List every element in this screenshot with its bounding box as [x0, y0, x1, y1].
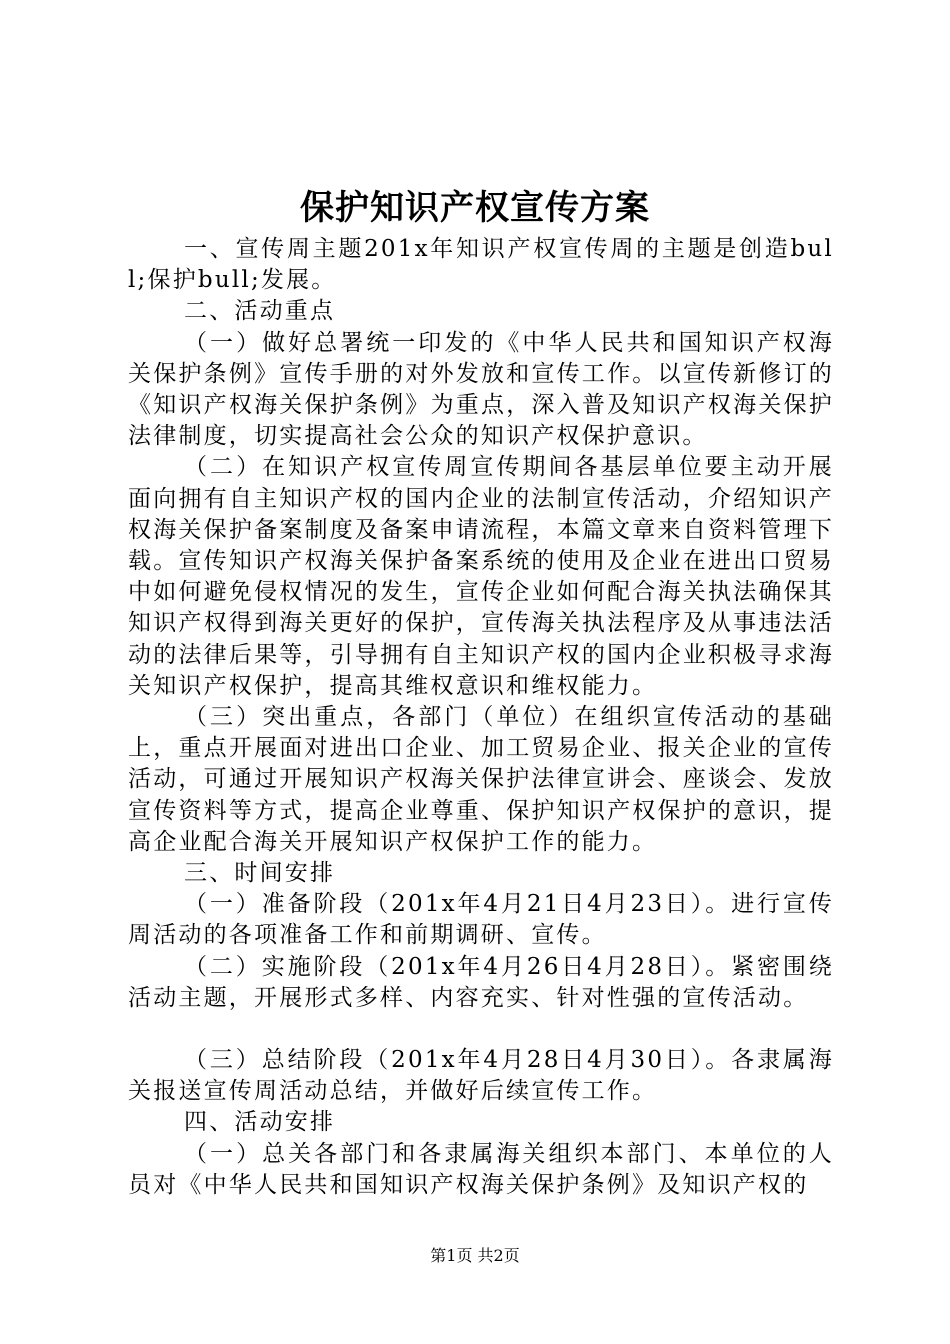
body-paragraph: （三）突出重点，各部门（单位）在组织宣传活动的基础上，重点开展面对进出口企业、加工贸易企业、报关企业的宣传活动，可通过开展知识产权海关保护法律宣讲会、座谈会、发放宣传资料等方式，提高企业尊重、保护知识产权保护的意识，提高企业配合海关开展知识产权保护工作的能力。: [128, 704, 834, 855]
section-heading-activity-focus: 二、活动重点: [184, 298, 336, 325]
body-paragraph: （一）准备阶段（201x年4月21日4月23日）。进行宣传周活动的各项准备工作和前期调研、宣传。: [128, 891, 834, 949]
document-title: 保护知识产权宣传方案: [300, 188, 650, 228]
document-body: [128, 234, 834, 1201]
body-paragraph: （二）在知识产权宣传周宣传期间各基层单位要主动开展面向拥有自主知识产权的国内企业的法制宣传活动，介绍知识产权海关保护备案制度及备案申请流程，本篇文章来自资料管理下载。宣传知识产权海关保护备案系统的使用及企业在进出口贸易中如何避免侵权情况的发生，宣传企业如何配合海关执法确保其知识产权得到海关更好的保护，宣传海关执法程序及从事违法活动的法律后果等，引导拥有自主知识产权的国内企业积极寻求海关知识产权保护，提高其维权意识和维权能力。: [128, 454, 834, 699]
page-number-footer: 第1页 共2页: [430, 1246, 520, 1265]
body-paragraph: （一）总关各部门和各隶属海关组织本部门、本单位的人员对《中华人民共和国知识产权海关保护条例》及知识产权的: [128, 1140, 834, 1198]
section-heading-schedule: 三、时间安排: [184, 860, 336, 887]
body-paragraph: （三）总结阶段（201x年4月28日4月30日）。各隶属海关报送宣传周活动总结，并做好后续宣传工作。: [128, 1047, 834, 1105]
body-paragraph: （一）做好总署统一印发的《中华人民共和国知识产权海关保护条例》宣传手册的对外发放和宣传工作。以宣传新修订的《知识产权海关保护条例》为重点，深入普及知识产权海关保护法律制度，切实提高社会公众的知识产权保护意识。: [128, 329, 834, 450]
body-paragraph: （二）实施阶段（201x年4月26日4月28日）。紧密围绕活动主题，开展形式多样、内容充实、针对性强的宣传活动。: [128, 953, 834, 1011]
section-heading-arrangements: 四、活动安排: [184, 1109, 336, 1136]
section-theme-paragraph: 一、宣传周主题201x年知识产权宣传周的主题是创造bull;保护bull;发展。: [128, 236, 834, 294]
